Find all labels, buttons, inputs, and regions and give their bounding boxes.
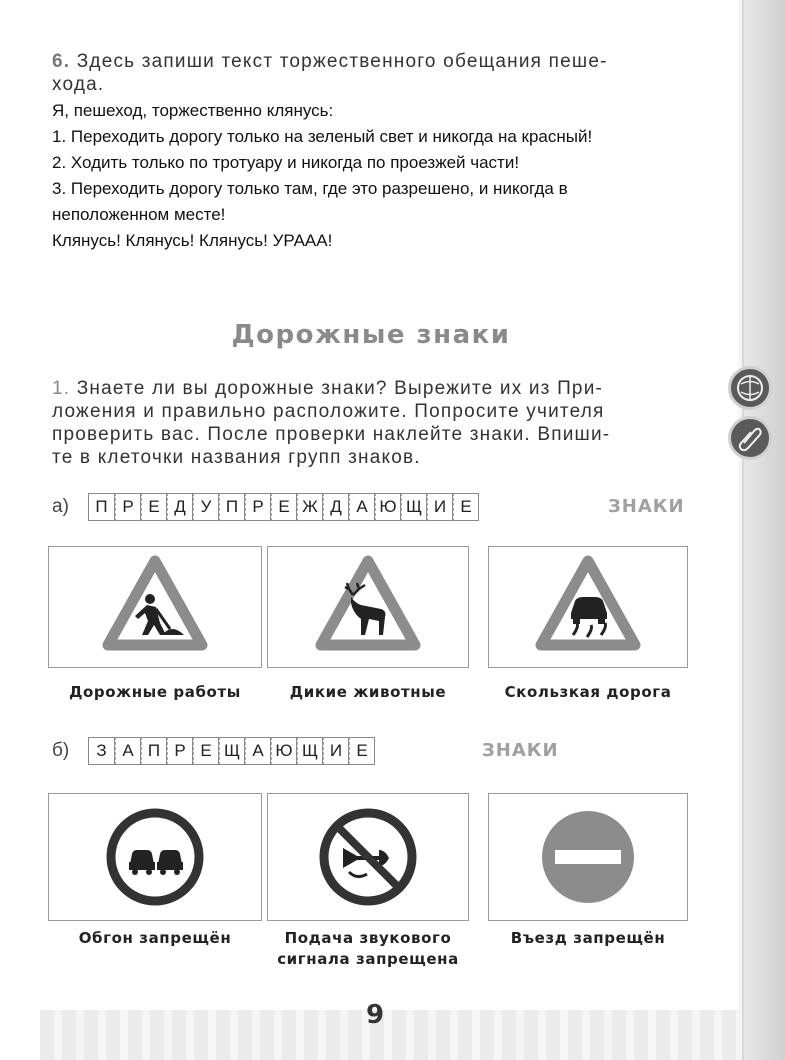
caption-no-entry: Въезд запрещён bbox=[510, 929, 666, 947]
letter-cell: З bbox=[89, 737, 115, 765]
letter-cell: Ю bbox=[375, 493, 401, 521]
letter-cell: И bbox=[323, 737, 349, 765]
task1-number: 1. bbox=[52, 378, 71, 399]
sign-box-wild-animals bbox=[267, 546, 469, 668]
group-a-suffix: ЗНАКИ bbox=[608, 496, 685, 517]
page-number: 9 bbox=[365, 1000, 385, 1030]
group-b-suffix: ЗНАКИ bbox=[482, 740, 559, 761]
globe-icon bbox=[728, 366, 772, 410]
letter-cell: Е bbox=[193, 737, 219, 765]
letter-cell: У bbox=[193, 493, 219, 521]
task1-line4: те в клеточки названия групп знаков. bbox=[52, 447, 421, 468]
letter-cell: Е bbox=[141, 493, 167, 521]
letter-cell: А bbox=[115, 737, 141, 765]
caption-wild-animals: Дикие животные bbox=[289, 683, 447, 701]
letter-cell: П bbox=[141, 737, 167, 765]
wild-animals-sign-icon bbox=[313, 553, 423, 663]
no-entry-sign-icon bbox=[533, 802, 643, 912]
letter-cell: Р bbox=[167, 737, 193, 765]
task1-line2: ложения и правильно расположите. Попросите учителя bbox=[52, 401, 605, 422]
letter-cell: Е bbox=[453, 493, 479, 521]
letter-cell: Ж bbox=[297, 493, 323, 521]
letter-cell: Е bbox=[349, 737, 375, 765]
caption-no-overtaking: Обгон запрещён bbox=[78, 929, 232, 947]
task1-line3: проверить вас. После проверки наклейте знаки. Впиши- bbox=[52, 424, 611, 445]
sign-box-slippery-road bbox=[488, 546, 688, 668]
group-a-label: а) bbox=[52, 496, 69, 517]
page-edge-shadow bbox=[736, 0, 744, 1060]
no-overtaking-sign-icon bbox=[100, 802, 210, 912]
sign-box-no-entry bbox=[488, 793, 688, 921]
task1-prompt bbox=[52, 377, 692, 469]
task6-prompt bbox=[52, 50, 692, 96]
letter-cell: Е bbox=[271, 493, 297, 521]
no-horn-sign-icon bbox=[313, 802, 423, 912]
task1-line1: Знаете ли вы дорожные знаки? Вырежите их из При- bbox=[76, 378, 604, 399]
caption-slippery-road: Скользкая дорога bbox=[504, 683, 672, 701]
section-title: Дорожные знаки bbox=[231, 320, 511, 350]
letter-cell: Щ bbox=[219, 737, 245, 765]
letter-cell: А bbox=[245, 737, 271, 765]
letter-cell: Д bbox=[167, 493, 193, 521]
oath-item-1: 1. Переходить дорогу только на зеленый свет и никогда на красный! bbox=[52, 127, 593, 146]
group-b-letter-cells bbox=[88, 737, 375, 765]
page-edge bbox=[742, 0, 785, 1060]
letter-cell: Д bbox=[323, 493, 349, 521]
paperclip-icon bbox=[728, 416, 772, 460]
letter-cell: А bbox=[349, 493, 375, 521]
letter-cell: П bbox=[219, 493, 245, 521]
group-b-label: б) bbox=[52, 740, 70, 761]
oath-item-3-line2: неположенном месте! bbox=[52, 205, 226, 224]
caption-no-horn-line1: Подача звукового bbox=[284, 929, 452, 947]
letter-cell: Р bbox=[115, 493, 141, 521]
sign-box-no-horn bbox=[267, 793, 469, 921]
slippery-road-sign-icon bbox=[533, 553, 643, 663]
task6-number: 6. bbox=[52, 51, 71, 72]
oath-intro: Я, пешеход, торжественно клянусь: bbox=[52, 101, 334, 120]
letter-cell: Р bbox=[245, 493, 271, 521]
caption-no-horn bbox=[262, 928, 474, 970]
letter-cell: Ю bbox=[271, 737, 297, 765]
sign-box-no-overtaking bbox=[48, 793, 262, 921]
letter-cell: Щ bbox=[297, 737, 323, 765]
letter-cell: И bbox=[427, 493, 453, 521]
task6-text-line1: Здесь запиши текст торжественного обещания пеше- bbox=[76, 51, 608, 72]
group-a-letter-cells bbox=[88, 493, 479, 521]
letter-cell: Щ bbox=[401, 493, 427, 521]
sign-box-road-works bbox=[48, 546, 262, 668]
letter-cell: П bbox=[89, 493, 115, 521]
oath-closing: Клянусь! Клянусь! Клянусь! УРААА! bbox=[52, 231, 333, 250]
road-works-sign-icon bbox=[100, 553, 210, 663]
task6-text-line2: хода. bbox=[52, 74, 105, 95]
oath-item-2: 2. Ходить только по тротуару и никогда по проезжей части! bbox=[52, 153, 520, 172]
oath-item-3-line1: 3. Переходить дорогу только там, где это разрешено, и никогда в bbox=[52, 179, 568, 198]
caption-road-works: Дорожные работы bbox=[69, 683, 241, 701]
caption-no-horn-line2: сигнала запрещена bbox=[277, 950, 459, 968]
oath-text bbox=[52, 98, 702, 254]
